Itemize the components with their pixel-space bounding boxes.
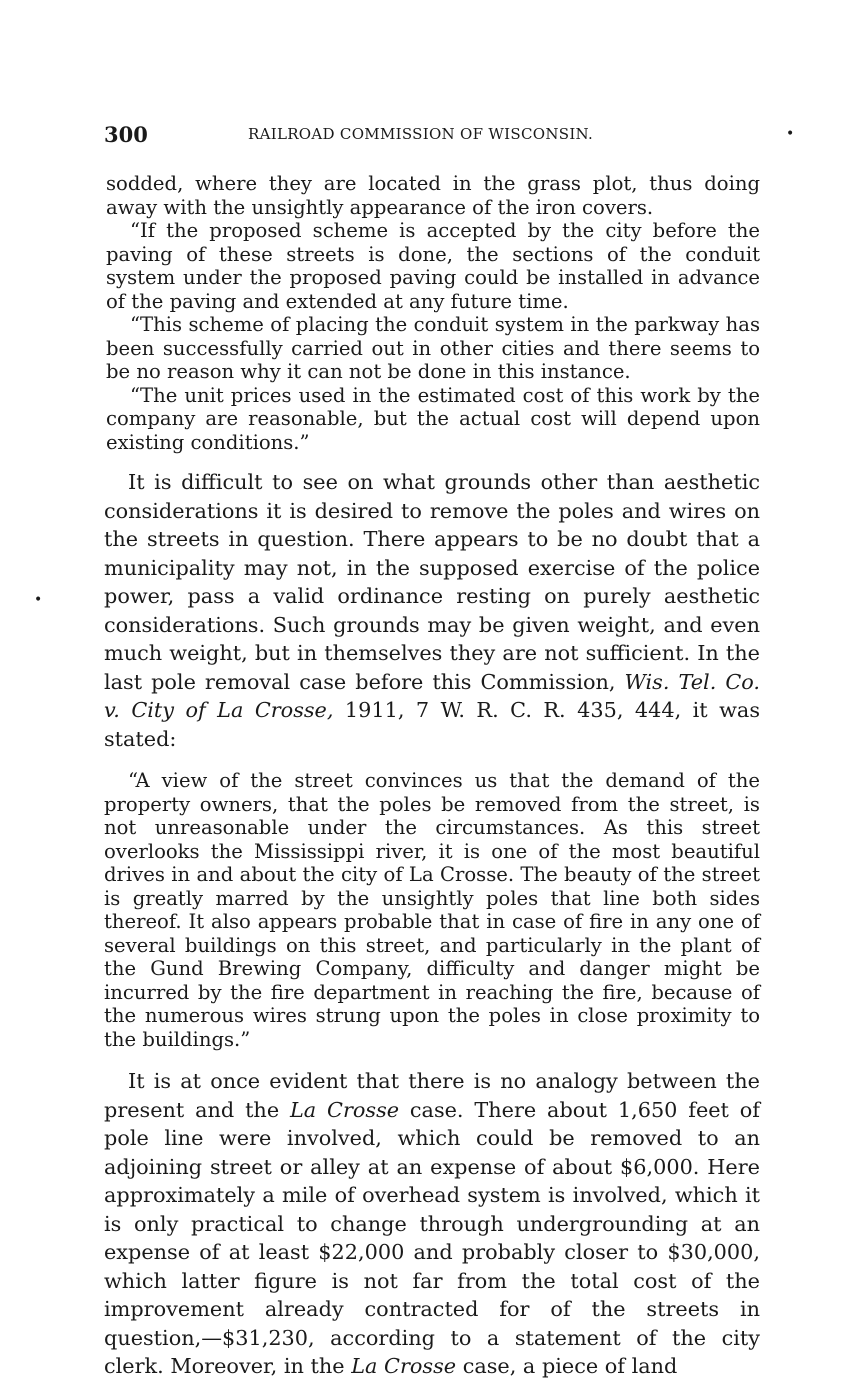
body-paragraph — [104, 1067, 760, 1381]
running-title: RAILROAD COMMISSION OF WISCONSIN. — [248, 125, 594, 143]
quoted-report-block — [106, 172, 760, 454]
page-body — [104, 172, 760, 1381]
speck-mark: • — [34, 592, 43, 608]
quoted-decision: “A view of the street convinces us that the demand of the property owners, that the poles be removed from the street, is not unreasonable under the circumstances. As this street overlooks the Mississippi river, it is one of the most beautiful drives in and about the city of La Crosse. The beauty of the street is greatly marred by the unsightly poles that line both sides thereof. It also appears probable that in case of fire in any one of several buildings on this street, and particularly in the plant of the Gund Brewing Company, difficulty and danger might be incurred by the fire department in reaching the fire, because of the numerous wires strung upon the poles in close proximity to the buildings.” — [104, 769, 760, 1051]
page-header — [104, 122, 794, 152]
body-paragraph — [104, 468, 760, 753]
case-citation: Wis. Tel. Co. v. City of La Crosse, — [104, 669, 760, 722]
paragraph-text: 1911, 7 W. R. C. R. 435, 444, it was stated: — [104, 698, 760, 751]
paragraph-text: case. There about 1,650 feet of pole line were involved, which could be removed to an adjoining street or alley at an expense of about $6,000. Here approximately a mile of overhead system is involved, which it is only practical to change through undergrounding at an expense of at least $22,000 and probably closer to $30,000, which latter figure is not far from the total cost of the improvement already contracted for of the streets in question,—$31,230, according to a statement of the city clerk. Moreover, in the — [104, 1097, 760, 1378]
quote-paragraph: “This scheme of placing the conduit system in the parkway has been successfully carried out in other cities and there seems to be no reason why it can not be done in this instance. — [106, 313, 760, 383]
paragraph-text: It is difficult to see on what grounds other than aesthetic considerations it is desired to remove the poles and wires on the streets in question. There appears to be no doubt that a municipality may not, in the supposed exercise of the police power, pass a valid ordinance resting on purely aesthetic considerations. Such grounds may be given weight, and even much weight, but in themselves they are not sufficient. In the last pole removal case before this Commission, — [104, 470, 760, 694]
speck-mark: • — [786, 126, 795, 142]
page-number: 300 — [104, 122, 148, 147]
quote-paragraph: sodded, where they are located in the grass plot, thus doing away with the unsightly appearance of the iron covers. — [106, 172, 760, 219]
paragraph-text: case, a piece of land — [456, 1354, 678, 1378]
quote-paragraph: “If the proposed scheme is accepted by the city before the paving of these streets is done, the sections of the conduit system under the proposed paving could be installed in advance of the paving and extended at any future time. — [106, 219, 760, 313]
case-citation: La Crosse — [351, 1354, 457, 1378]
case-citation: La Crosse — [289, 1097, 400, 1122]
paragraph-text: It is at once evident that there is no analogy between the present and the — [104, 1069, 760, 1122]
quote-paragraph: “The unit prices used in the estimated cost of this work by the company are reasonable, but the actual cost will depend upon existing conditions.” — [106, 383, 760, 454]
